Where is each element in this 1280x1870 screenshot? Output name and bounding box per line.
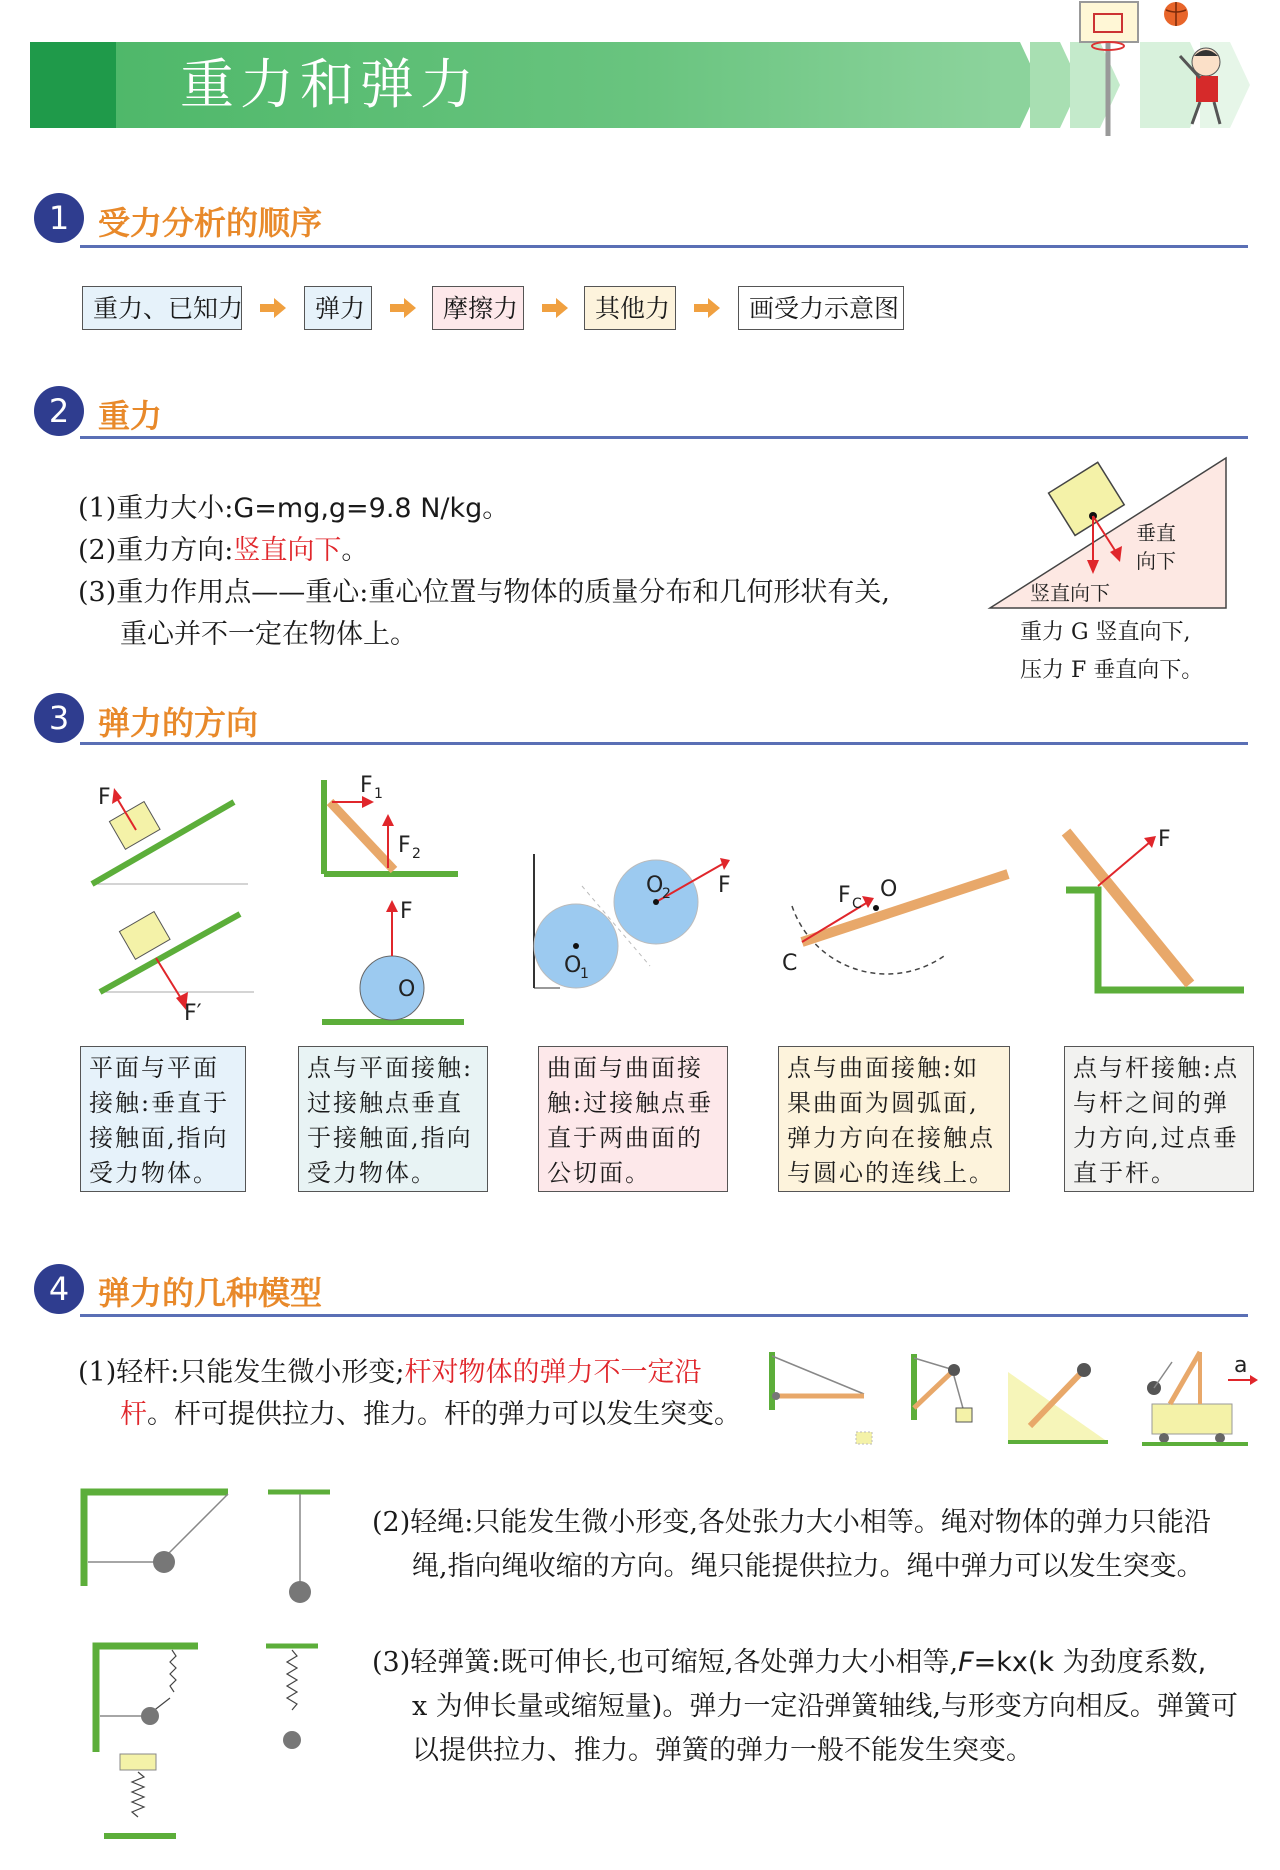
flow-arrow-icon — [260, 298, 286, 318]
flow-arrow-icon — [390, 298, 416, 318]
perp-down-label-1: 垂直 — [1136, 521, 1176, 545]
section-divider — [80, 245, 1248, 248]
plane-contact-description: 平面与平面接触:垂直于接触面,指向受力物体。 — [80, 1046, 246, 1192]
point-plane-contact-figure — [318, 773, 468, 1032]
point-curve-description: 点与曲面接触:如果曲面为圆弧面,弹力方向在接触点与圆心的连线上。 — [778, 1046, 1010, 1192]
light-spring-line-2: x 为伸长量或缩短量)。弹力一定沿弹簧轴线,与形变方向相反。弹簧可 — [412, 1691, 1238, 1722]
light-spring-line-1: (3)轻弹簧:既可伸长,也可缩短,各处弹力大小相等,F=kx(k 为劲度系数, — [372, 1647, 1207, 1678]
point-plane-description: 点与平面接触:过接触点垂直于接触面,指向受力物体。 — [298, 1046, 488, 1192]
center-label-O2-sub: 2 — [662, 886, 671, 902]
curve-curve-description: 曲面与曲面接触:过接触点垂直于两曲面的公切面。 — [538, 1046, 728, 1192]
force-label-FC-sub: C — [852, 896, 862, 912]
flow-arrow-icon — [694, 298, 720, 318]
header-accent-block — [30, 42, 116, 128]
center-label-O: O — [880, 877, 898, 902]
section-title: 受力分析的顺序 — [98, 204, 323, 242]
flow-step-other: 其他力 — [584, 286, 676, 330]
flow-arrow-icon — [542, 298, 568, 318]
section-number: 3 — [34, 693, 84, 743]
flow-step-elastic: 弹力 — [304, 286, 372, 330]
center-label-O1: O — [564, 953, 582, 978]
light-spring-figures — [90, 1640, 330, 1850]
force-label-F2: F — [398, 833, 411, 858]
light-spring-line-3: 以提供拉力、推力。弹簧的弹力一般不能发生突变。 — [412, 1735, 1033, 1766]
curve-curve-contact-figure — [530, 850, 740, 990]
section-title: 弹力的方向 — [98, 704, 259, 742]
center-label-O1-sub: 1 — [580, 966, 589, 982]
center-label-O: O — [398, 977, 416, 1002]
incline-gravity-figure — [980, 452, 1240, 612]
force-label-F1: F — [360, 773, 373, 798]
acceleration-label: a — [1234, 1353, 1248, 1378]
light-rope-figures — [78, 1486, 338, 1606]
light-rope-line-1: (2)轻绳:只能发生微小形变,各处张力大小相等。绳对物体的弹力只能沿 — [372, 1507, 1211, 1538]
light-rod-line-1: (1)轻杆:只能发生微小形变;杆对物体的弹力不一定沿 — [78, 1357, 702, 1388]
section-divider — [80, 436, 1248, 439]
incline-caption-1: 重力 G 竖直向下, — [1020, 620, 1191, 645]
force-label-F: F — [400, 899, 413, 924]
light-rod-line-2: 杆。杆可提供拉力、推力。杆的弹力可以发生突变。 — [120, 1399, 741, 1430]
force-label-F: F — [98, 785, 111, 810]
force-label-F: F — [718, 873, 731, 898]
section-divider — [80, 1314, 1248, 1317]
gravity-center-line: (3)重力作用点——重心:重心位置与物体的质量分布和几何形状有关, — [78, 577, 890, 608]
section-title: 重力 — [98, 397, 163, 435]
flow-step-diagram: 画受力示意图 — [738, 286, 904, 330]
gravity-center-line-cont: 重心并不一定在物体上。 — [120, 619, 417, 650]
contact-label-C: C — [782, 951, 798, 976]
page-title: 重力和弹力 — [180, 53, 480, 116]
section-number: 2 — [34, 386, 84, 436]
gravity-magnitude-line: (1)重力大小:G=mg,g=9.8 N/kg。 — [78, 493, 510, 524]
section-title: 弹力的几种模型 — [98, 1274, 323, 1312]
plane-contact-figure — [84, 780, 254, 1026]
light-rope-line-2: 绳,指向绳收缩的方向。绳只能提供拉力。绳中弹力可以发生突变。 — [412, 1551, 1204, 1582]
flow-step-friction: 摩擦力 — [432, 286, 524, 330]
section-divider — [80, 742, 1248, 745]
point-curve-contact-figure — [778, 860, 1018, 1000]
section-number: 1 — [34, 193, 84, 243]
flow-step-gravity: 重力、已知力 — [82, 286, 242, 330]
force-label-F2-sub: 2 — [412, 846, 421, 862]
force-label-FC: F — [838, 883, 851, 908]
force-label-F1-sub: 1 — [374, 786, 383, 802]
point-rod-description: 点与杆接触:点与杆之间的弹力方向,过点垂直于杆。 — [1064, 1046, 1254, 1192]
gravity-direction-line: (2)重力方向:竖直向下。 — [78, 535, 369, 566]
section-number: 4 — [34, 1264, 84, 1314]
light-rod-figures — [768, 1348, 1258, 1448]
basketball-player-illustration — [1060, 0, 1260, 140]
center-label-O2: O — [646, 873, 664, 898]
perp-down-label-2: 向下 — [1136, 549, 1176, 573]
point-rod-contact-figure — [1058, 824, 1248, 1000]
vertical-down-label: 竖直向下 — [1030, 581, 1110, 605]
force-label-Fprime: F′ — [184, 1001, 202, 1026]
force-label-F: F — [1158, 827, 1171, 852]
incline-caption-2: 压力 F 垂直向下。 — [1020, 658, 1204, 683]
